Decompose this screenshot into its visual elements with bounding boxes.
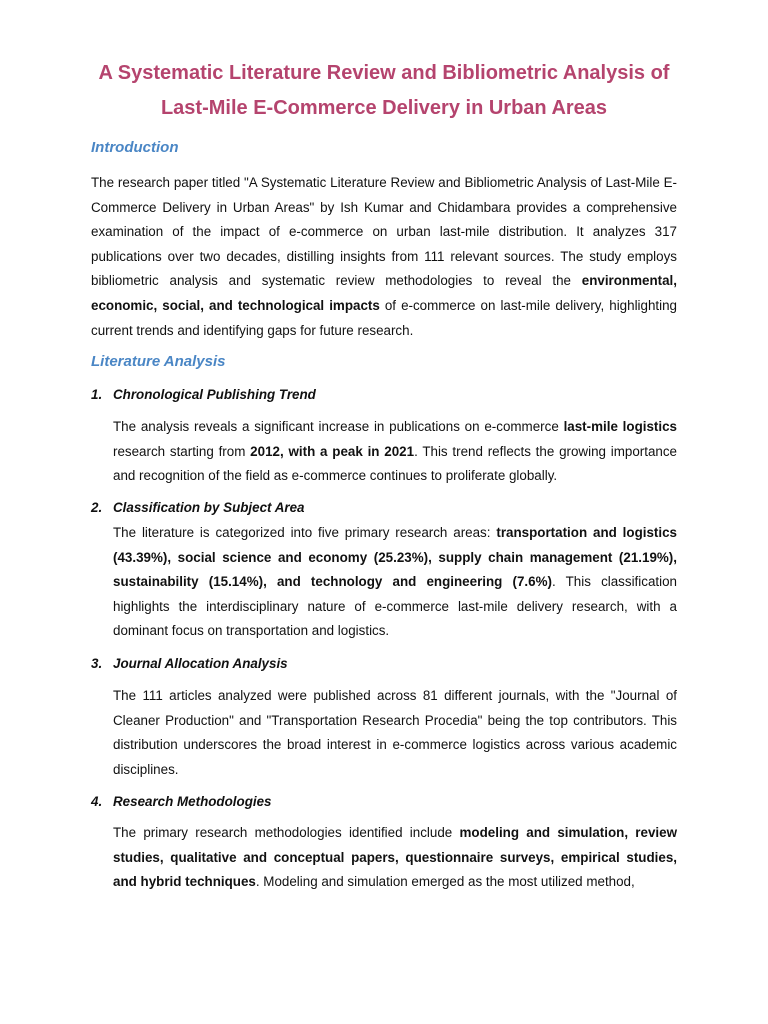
list-item-title: 2. Classification by Subject Area: [91, 500, 305, 515]
list-item-title: 4. Research Methodologies: [91, 794, 272, 809]
list-item-paragraph: The 111 articles analyzed were published across 81 different journals, with the "Journal of Cleaner Production" and "Transportation Research Procedia" being the top contributors. This distribution underscores the broad interest in e-commerce logistics across various academic disciplines.: [113, 688, 677, 777]
introduction-heading: Introduction: [91, 139, 179, 156]
list-item-paragraph: The primary research methodologies identified include modeling and simulation, review studies, qualitative and conceptual papers, questionnaire surveys, empirical studies, and hybrid techniques. Modeling and simulation emerged as the most utilized method,: [113, 825, 677, 890]
literature-analysis-heading: Literature Analysis: [91, 353, 226, 370]
introduction-paragraph: The research paper titled "A Systematic Literature Review and Bibliometric Analysis of Last-Mile E-Commerce Delivery in Urban Areas" by Ish Kumar and Chidambara provides a comprehensive examination of the impact of e-commerce on urban last-mile distribution. It analyzes 317 publications over two decades, distilling insights from 111 relevant sources. The study employs bibliometric analysis and systematic review methodologies to reveal the environmental, economic, social, and technological impacts of e-commerce on last-mile delivery, highlighting current trends and identifying gaps for future research.: [91, 175, 678, 338]
list-item-paragraph: The analysis reveals a significant increase in publications on e-commerce last-mile logistics research starting from 2012, with a peak in 2021. This trend reflects the growing importance and recognition of the field as e-commerce continues to proliferate globally.: [113, 419, 678, 484]
list-item-title: 1. Chronological Publishing Trend: [91, 387, 316, 402]
list-item-title: 3. Journal Allocation Analysis: [91, 656, 288, 671]
list-item-paragraph: The literature is categorized into five primary research areas: transportation and logistics (43.39%), social science and economy (25.23%), supply chain management (21.19%), sustainability (15.14%), and technology and engineering (7.6%). This classification highlights the interdisciplinary nature of e-commerce last-mile delivery research, with a dominant focus on transportation and logistics.: [113, 525, 678, 639]
paper-title: [60, 56, 708, 126]
title-line-2: Last-Mile E-Commerce Delivery in Urban Areas: [160, 97, 608, 119]
title-line-1: A Systematic Literature Review and Bibliometric Analysis of: [98, 62, 670, 84]
